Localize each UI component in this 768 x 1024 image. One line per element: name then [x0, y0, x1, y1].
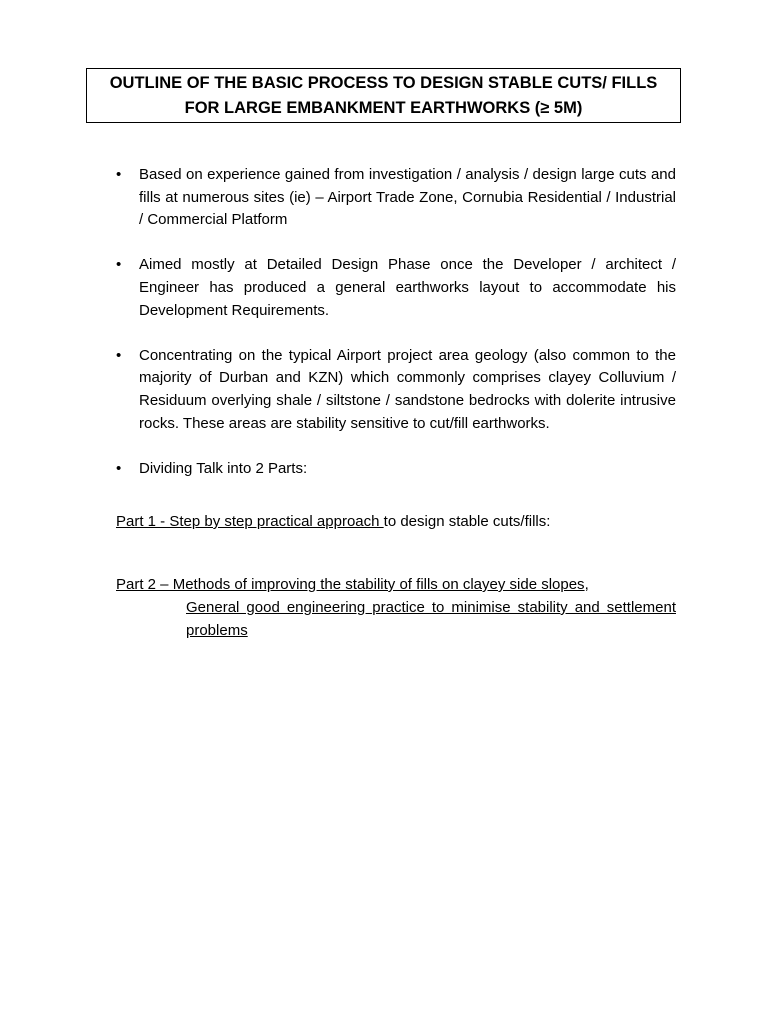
list-item	[116, 254, 676, 322]
document-title-box	[86, 68, 681, 123]
part-1-heading: Part 1 - Step by step practical approach	[116, 513, 384, 530]
bullet-list	[116, 164, 676, 503]
bullet-icon: •	[116, 459, 122, 477]
list-item	[116, 164, 676, 232]
bullet-icon: •	[116, 346, 122, 364]
part-2-sub-heading: General good engineering practice to minimise stability and settlement problems	[186, 599, 676, 639]
part-1-paragraph	[116, 511, 676, 534]
part-2-heading: Part 2 – Methods of improving the stability of fills on clayey side slopes	[116, 576, 585, 593]
title-line-1: OUTLINE OF THE BASIC PROCESS TO DESIGN STABLE CUTS/ FILLS	[109, 74, 658, 92]
list-item	[116, 458, 676, 481]
part-1-text: to design stable cuts/fills:	[383, 513, 551, 530]
bullet-text: Based on experience gained from investigation / analysis / design large cuts and fills at numerous sites (ie) – Airport Trade Zone, Cornubia Residential / Industrial / Commercial Platform	[139, 166, 676, 229]
bullet-text: Dividing Talk into 2 Parts:	[139, 459, 308, 477]
bullet-icon: •	[116, 166, 122, 183]
part-2-comma: ,	[584, 576, 589, 593]
bullet-icon: •	[116, 256, 122, 274]
list-item	[116, 345, 676, 435]
part-2-paragraph	[116, 574, 676, 597]
part-2-subtext	[186, 597, 676, 642]
title-line-2: FOR LARGE EMBANKMENT EARTHWORKS (≥ 5M)	[184, 99, 583, 117]
bullet-text: Aimed mostly at Detailed Design Phase once the Developer / architect / Engineer has produced a general earthworks layout to accommodate his Development Requirements.	[139, 256, 676, 319]
bullet-text: Concentrating on the typical Airport project area geology (also common to the majority of Durban and KZN) which commonly comprises clayey Colluvium / Residuum overlying shale / siltstone / sandstone bedrocks with dolerite intrusive rocks. These areas are stability sensitive to cut/fill earthworks.	[139, 346, 676, 432]
